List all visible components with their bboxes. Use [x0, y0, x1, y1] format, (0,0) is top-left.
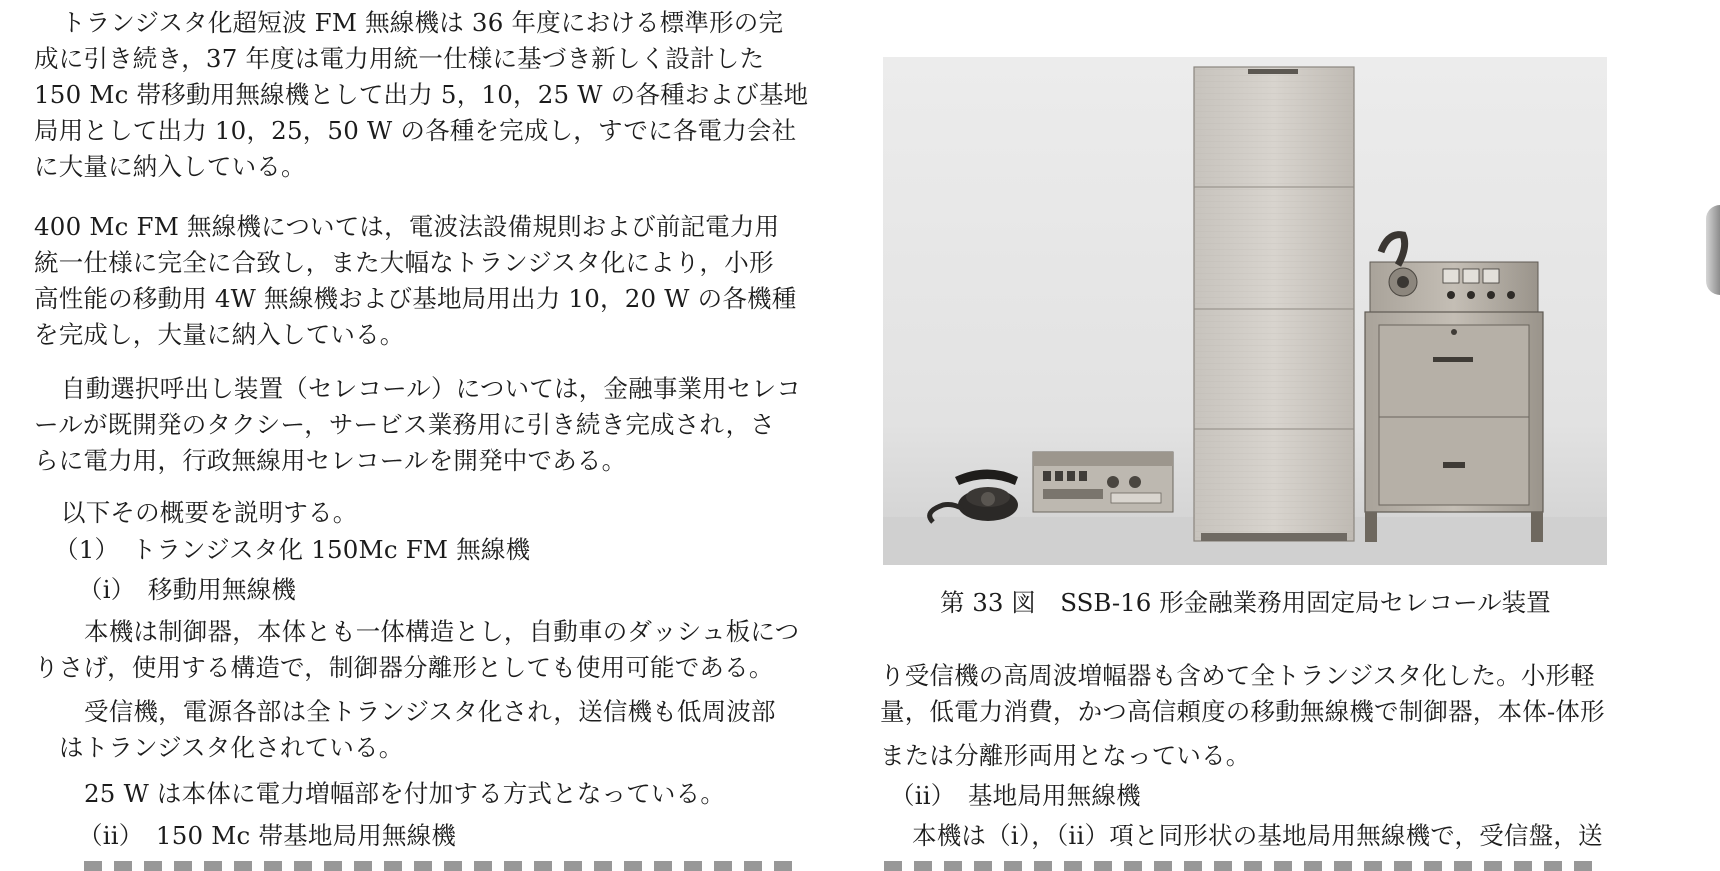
equipment-photo [883, 57, 1607, 565]
paragraph-line: 400 Mc FM 無線機については，電波法設備規則および前記電力用 [34, 212, 780, 241]
paragraph-line: らに電力用，行政無線用セレコールを開発中である。 [34, 446, 627, 475]
paragraph-line: に大量に納入している。 [34, 152, 306, 181]
cut-off-text-row [84, 861, 804, 871]
paragraph-line: 150 Mc 帯移動用無線機として出力 5，10，25 W の各種および基地 [34, 80, 809, 109]
paragraph-line: 高性能の移動用 4W 無線機および基地局用出力 10，20 W の各機種 [34, 284, 797, 313]
paragraph-line: 量，低電力消費，かつ高信頼度の移動無線機で制御器，本体-体形 [880, 697, 1605, 726]
section-heading: （1） トランジスタ化 150Mc FM 無線機 [54, 535, 531, 564]
paragraph-line: 局用として出力 10，25，50 W の各種を完成し，すでに各電力会社 [34, 116, 797, 145]
paragraph-line: 成に引き続き，37 年度は電力用統一仕様に基づき新しく設計した [34, 44, 765, 73]
paragraph-line: はトランジスタ化されている。 [59, 733, 404, 762]
paragraph-line: 自動選択呼出し装置（セレコール）については，金融事業用セレコ [61, 374, 802, 403]
paragraph-line: または分離形両用となっている。 [880, 741, 1251, 770]
paragraph-line: りさげ，使用する構造で，制御器分離形としても使用可能である。 [34, 653, 774, 682]
paragraph-line: 本機は制御器，本体とも一体構造とし，自動車のダッシュ板につ [84, 617, 800, 646]
subsection-heading: （ii） 150 Mc 帯基地局用無線機 [78, 821, 457, 850]
subsection-heading: （i） 移動用無線機 [78, 575, 297, 604]
paragraph-line: 本機は（i），（ii）項と同形状の基地局用無線機で，受信盤，送 [912, 821, 1603, 850]
page-edge-shadow [1706, 205, 1720, 295]
paragraph-line: ールが既開発のタクシー，サービス業務用に引き続き完成され，さ [34, 410, 775, 439]
paragraph-line: を完成し，大量に納入している。 [34, 320, 405, 349]
paragraph-line: 受信機，電源各部は全トランジスタ化され，送信機も低周波部 [84, 697, 776, 726]
cut-off-text-row [884, 861, 1604, 871]
paragraph-line: トランジスタ化超短波 FM 無線機は 36 年度における標準形の完 [61, 8, 784, 37]
paragraph-line: 25 W は本体に電力増幅部を付加する方式となっている。 [84, 779, 726, 808]
paragraph-line: り受信機の高周波増幅器も含めて全トランジスタ化した。小形軽 [880, 661, 1595, 690]
paragraph-line: 統一仕様に完全に合致し，また大幅なトランジスタ化により，小形 [34, 248, 774, 277]
paragraph-line: 以下その概要を説明する。 [61, 498, 358, 527]
subsection-heading: （ii） 基地局用無線機 [890, 781, 1141, 810]
figure-caption: 第 33 図 SSB-16 形金融業務用固定局セレコール装置 [940, 588, 1551, 617]
